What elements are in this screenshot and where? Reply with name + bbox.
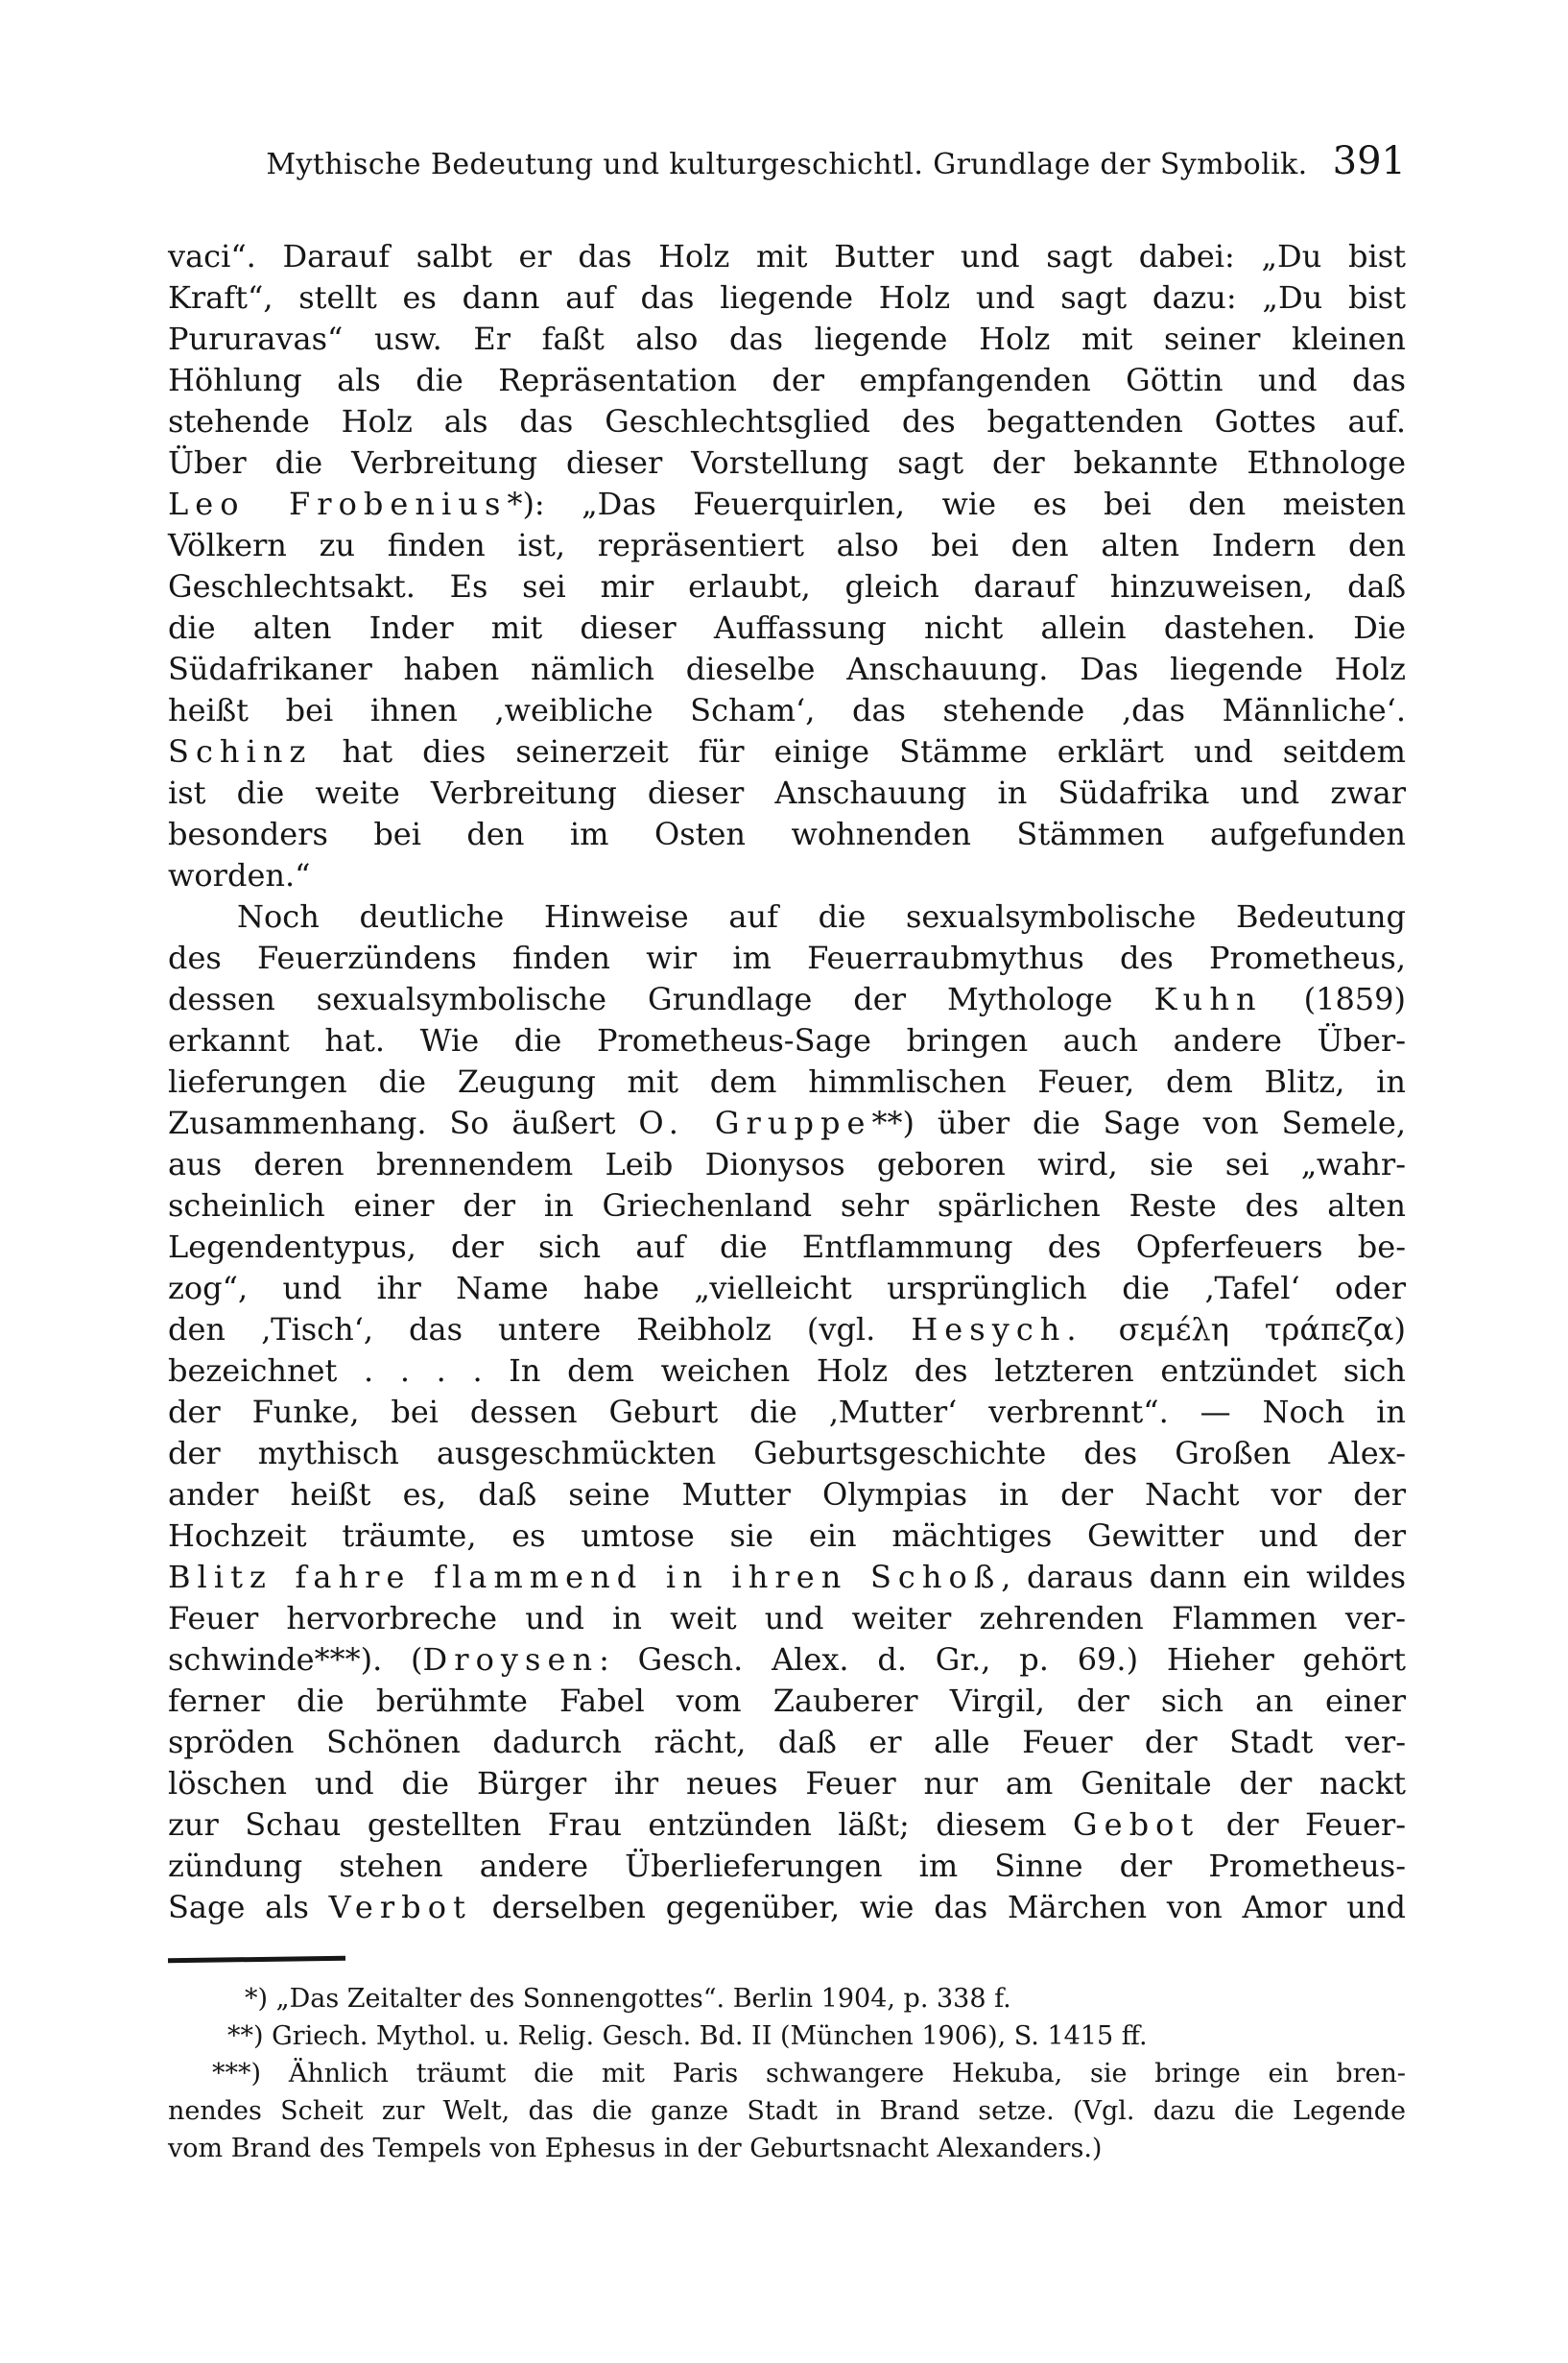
text-line: Leo Frobenius*): „Das Feuerquirlen, wie es bei den meisten: [168, 486, 1406, 522]
text-line: **) Griech. Mythol. u. Relig. Gesch. Bd. II (München 1906), S. 1415 ff.: [227, 2021, 1148, 2051]
text-line: Blitz fahre flammend in ihren Schoß, daraus dann ein wildes: [168, 1559, 1407, 1595]
text-line: Völkern zu finden ist, repräsentiert also bei den alten Indern den: [168, 527, 1406, 563]
text-line: stehende Holz als das Geschlechtsglied des begattenden Gottes auf.: [168, 403, 1406, 440]
footnote: [168, 1980, 1406, 2017]
emphasized-name: Kuhn: [1153, 981, 1263, 1017]
text-line: den ‚Tisch‘, das untere Reibholz (vgl. Hesych. σεμέλη τράπεζα): [168, 1311, 1407, 1348]
text-line: nendes Scheit zur Welt, das die ganze Stadt in Brand setze. (Vgl. dazu die Legende: [168, 2096, 1406, 2126]
text-line: Pururavas“ usw. Er faßt also das liegende Holz mit seiner kleinen: [168, 321, 1406, 357]
text-line: lieferungen die Zeugung mit dem himmlischen Feuer, dem Blitz, in: [168, 1063, 1406, 1100]
footnotes: [168, 1980, 1406, 2167]
paragraph: [168, 236, 1406, 896]
text-line: dessen sexualsymbolische Grundlage der Mythologe Kuhn (1859): [168, 981, 1407, 1017]
text-line: ander heißt es, daß seine Mutter Olympias in der Nacht vor der: [168, 1476, 1406, 1513]
text-line: vaci“. Darauf salbt er das Holz mit Butter und sagt dabei: „Du bist: [168, 238, 1406, 274]
text-line: schwinde***). (Droysen: Gesch. Alex. d. Gr., p. 69.) Hieher gehört: [168, 1641, 1407, 1678]
footnote: [168, 2017, 1406, 2055]
text-line: der mythisch ausgeschmückten Geburtsgeschichte des Großen Alex-: [168, 1435, 1406, 1471]
emphasized-name: Blitz fahre flammend in ihren Schoß: [168, 1559, 1002, 1595]
page-number: 391: [1332, 139, 1406, 183]
text-line: Kraft“, stellt es dann auf das liegende Holz und sagt dazu: „Du bist: [168, 279, 1406, 316]
text-line: ***) Ähnlich träumt die mit Paris schwangere Hekuba, sie bringe ein bren-: [212, 2059, 1406, 2089]
text-line: Schinz hat dies seinerzeit für einige Stämme erklärt und seitdem: [168, 733, 1406, 770]
text-line: Höhlung als die Repräsentation der empfangenden Göttin und das: [168, 362, 1406, 398]
text-line: Legendentypus, der sich auf die Entflammung des Opferfeuers be-: [168, 1229, 1406, 1265]
text-line: Sage als Verbot derselben gegenüber, wie das Märchen von Amor und: [168, 1889, 1407, 1925]
text-line: vom Brand des Tempels von Ephesus in der Geburtsnacht Alexanders.): [168, 2134, 1103, 2163]
emphasized-name: Hesych.: [911, 1311, 1083, 1348]
running-header: [168, 140, 1406, 186]
text-line: Noch deutliche Hinweise auf die sexualsymbolische Bedeutung: [237, 898, 1406, 935]
emphasized-name: O. Gruppe: [638, 1105, 872, 1141]
text-line: zündung stehen andere Überlieferungen im Sinne der Prometheus-: [168, 1848, 1406, 1884]
text-line: zog“, und ihr Name habe „vielleicht ursprünglich die ‚Tafel‘ oder: [168, 1270, 1406, 1306]
emphasized-name: Schinz: [168, 733, 313, 770]
emphasized-name: Gebot: [1073, 1806, 1200, 1843]
body-text: [168, 236, 1406, 1928]
emphasized-name: Verbot: [328, 1889, 472, 1925]
text-line: Hochzeit träumte, es umtose sie ein mächtiges Gewitter und der: [168, 1517, 1406, 1554]
text-line: bezeichnet . . . . In dem weichen Holz des letzteren entzündet sich: [168, 1352, 1406, 1389]
text-line: zur Schau gestellten Frau entzünden läßt; diesem Gebot der Feuer-: [168, 1806, 1407, 1843]
text-line: *) „Das Zeitalter des Sonnengottes“. Berlin 1904, p. 338 f.: [245, 1984, 1011, 2014]
text-line: ist die weite Verbreitung dieser Anschauung in Südafrika und zwar: [168, 775, 1406, 811]
footnote-separator: [168, 1956, 345, 1964]
paragraph: [168, 896, 1406, 1928]
text-line: scheinlich einer der in Griechenland sehr spärlichen Reste des alten: [168, 1187, 1406, 1224]
text-line: Zusammenhang. So äußert O. Gruppe**) über die Sage von Semele,: [168, 1105, 1407, 1141]
emphasized-name: Leo Frobenius: [168, 486, 508, 522]
text-line: Geschlechtsakt. Es sei mir erlaubt, gleich darauf hinzuweisen, daß: [168, 568, 1406, 605]
text-line: ferner die berühmte Fabel vom Zauberer Virgil, der sich an einer: [168, 1683, 1406, 1719]
text-line: Feuer hervorbreche und in weit und weiter zehrenden Flammen ver-: [168, 1600, 1406, 1636]
running-title: Mythische Bedeutung und kulturgeschichtl. Grundlage der Symbolik.: [266, 148, 1308, 181]
text-line: löschen und die Bürger ihr neues Feuer nur am Genitale der nackt: [168, 1765, 1406, 1802]
text-line: erkannt hat. Wie die Prometheus-Sage bringen auch andere Über-: [168, 1022, 1406, 1059]
emphasized-name: Droysen: [422, 1641, 600, 1678]
text-line: spröden Schönen dadurch rächt, daß er alle Feuer der Stadt ver-: [168, 1724, 1406, 1760]
footnote: [168, 2055, 1406, 2167]
text-line: Südafrikaner haben nämlich dieselbe Anschauung. Das liegende Holz: [168, 651, 1406, 687]
text-line: worden.“: [168, 857, 311, 894]
text-line: Über die Verbreitung dieser Vorstellung sagt der bekannte Ethnologe: [168, 444, 1406, 481]
text-line: heißt bei ihnen ‚weibliche Scham‘, das stehende ‚das Männliche‘.: [168, 692, 1406, 728]
text-line: aus deren brennendem Leib Dionysos geboren wird, sie sei „wahr-: [168, 1146, 1406, 1182]
text-line: der Funke, bei dessen Geburt die ‚Mutter‘ verbrennt“. — Noch in: [168, 1394, 1406, 1430]
text-line: besonders bei den im Osten wohnenden Stämmen aufgefunden: [168, 816, 1406, 852]
text-line: des Feuerzündens finden wir im Feuerraubmythus des Prometheus,: [168, 940, 1406, 976]
text-line: die alten Inder mit dieser Auffassung nicht allein dastehen. Die: [168, 609, 1406, 646]
